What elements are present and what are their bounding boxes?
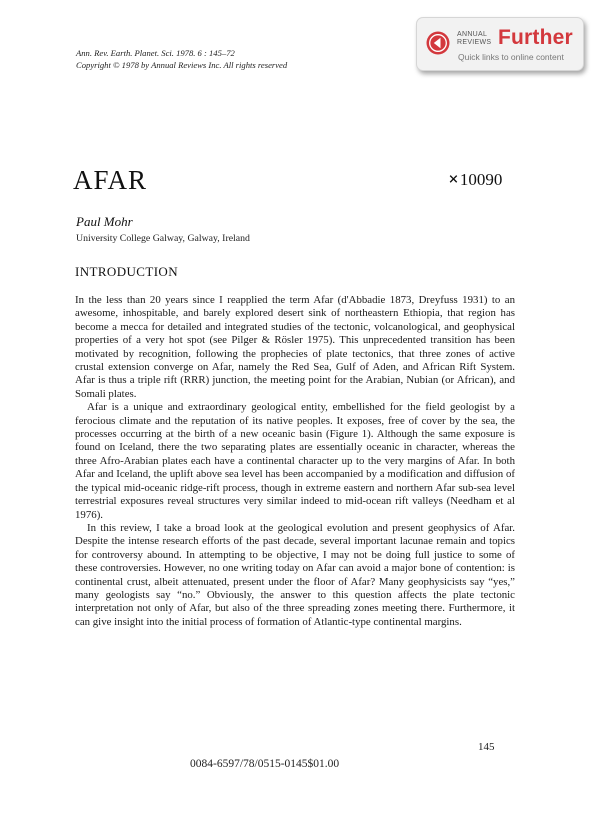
paragraph: Afar is a unique and extraordinary geological entity, embellished for the field geologist by a ferocious climate and the reputation of its native peoples. It exposes, free of cover by the sea, the processes occurring at the birth of a new oceanic basin (Figure 1). Although the same exposure is found on Iceland, there the two separating plates are essentially oceanic in character, whereas the three Afro-Arabian plates each have a continental character up to the very margins of Afar. In both Afar and Iceland, the uplift above sea level has been accompanied by a modification and diffusion of the typical mid-oceanic ridge-rift process, though in extreme eastern and northern Afar sub-sea level terrestrial exposures reveal structures very similar indeed to mid-ocean rift valleys (Needham et al 1976).	[75, 401, 515, 521]
back-arrow-circle-icon	[426, 31, 450, 55]
paragraph: In the less than 20 years since I reapplied the term Afar (d'Abbadie 1873, Dreyfuss 1931) to an awesome, inhospitable, and barely explored desert sink of northeastern Ethiopia, that region has become a mecca for detailed and integrated studies of the tectonic, volcanological, and geophysical properties of a very hot spot (see Pilger & Rösler 1975). This unprecedented transition has been motivated by recognition, following the prophecies of plate tectonics, that three zones of active crustal extension converge on Afar, namely the Red Sea, Gulf of Aden, and African Rift System. Afar is thus a triple rift (RRR) junction, the meeting point for the Arabian, Nubian (or African), and Somali plates.	[75, 294, 515, 400]
annual-label: ANNUAL	[457, 31, 488, 38]
section-heading: INTRODUCTION	[75, 264, 179, 279]
journal-citation: Ann. Rev. Earth. Planet. Sci. 1978. 6 : 145–72	[76, 48, 235, 58]
article-code	[448, 170, 502, 190]
further-label: Further	[498, 26, 573, 49]
paragraph: In this review, I take a broad look at the geological evolution and present geophysics of Afar. Despite the intense research efforts of the past decade, several important lacunae remain and topics for controversy abound. In attempting to be objective, I may not be doing full justice to some of these controversies. However, no one writing today on Afar can avoid a major bone of contention: is continental crust, albeit attenuated, present under the floor of Afar? Many geophysicists say “yes,” many geologists say “no.” Obviously, the answer to this question affects the plate tectonic interpretation not only of Afar, but also of the three spreading zones meeting there. Furthermore, it can give insight into the initial process of formation of Atlantic-type continental margins.	[75, 521, 515, 628]
quick-links-label: Quick links to online content	[458, 52, 564, 62]
code-number: 10090	[459, 170, 503, 189]
annual-reviews-label	[457, 31, 491, 46]
body-text	[75, 294, 515, 629]
author-affiliation: University College Galway, Galway, Ireland	[76, 233, 250, 244]
page-number: 145	[478, 741, 495, 753]
reviews-label: REVIEWS	[457, 38, 492, 46]
author-name: Paul Mohr	[76, 214, 133, 229]
copyright-code: 0084-6597/78/0515-0145$01.00	[190, 758, 340, 770]
code-mark: ⨯	[448, 171, 459, 186]
further-banner[interactable]	[416, 17, 584, 71]
copyright-notice: Copyright © 1978 by Annual Reviews Inc. All rights reserved	[76, 60, 288, 70]
journal-reference	[76, 47, 287, 71]
article-title: AFAR	[73, 165, 148, 195]
